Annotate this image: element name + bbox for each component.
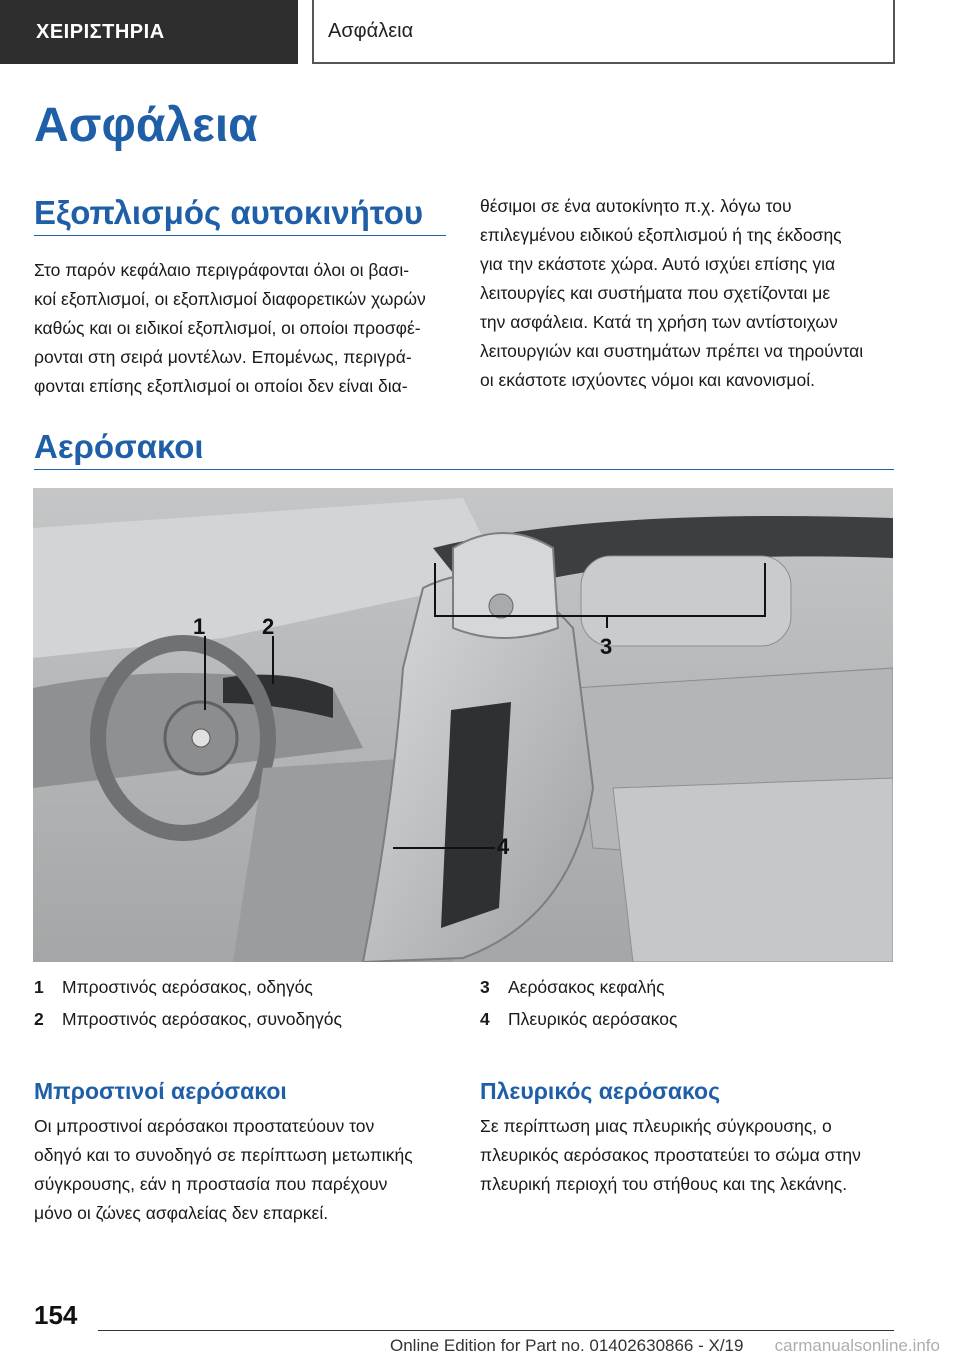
callout-1: 1 bbox=[193, 614, 206, 639]
text-line: για την εκάστοτε χώρα. Αυτό ισχύει επίσης για bbox=[480, 254, 836, 274]
front-airbags-heading: Μπροστινοί αερόσακοι bbox=[34, 1078, 287, 1104]
legend-text: Πλευρικός αερόσακος bbox=[508, 1009, 678, 1029]
headrest-knob bbox=[489, 594, 513, 618]
equipment-heading-rule bbox=[34, 235, 446, 236]
header-section-tab bbox=[0, 0, 298, 64]
legend-item bbox=[34, 977, 313, 998]
text-line: φονται επίσης εξοπλισμοί οι οποίοι δεν είναι δια‐ bbox=[34, 376, 408, 396]
callout-3: 3 bbox=[600, 634, 613, 659]
equipment-heading: Εξοπλισμός αυτοκινήτου bbox=[34, 194, 424, 231]
text-line: λειτουργιών και συστημάτων πρέπει να τηρούνται bbox=[480, 341, 864, 361]
watermark: carmanualsonline.info bbox=[774, 1336, 940, 1355]
text-line: καθώς και οι ειδικοί εξοπλισμοί, οι οποίοι προσφέ‐ bbox=[34, 318, 421, 338]
text-line: σύγκρουσης, εάν η προστασία που παρέχουν bbox=[34, 1174, 388, 1194]
footer-edition: Online Edition for Part no. 01402630866 - X/19 bbox=[390, 1336, 744, 1355]
page-number: 154 bbox=[34, 1300, 78, 1330]
callout-4: 4 bbox=[497, 834, 510, 859]
text-line: λειτουργίες και συστήματα που σχετίζονται με bbox=[480, 283, 831, 303]
header-chapter-box bbox=[312, 0, 895, 64]
equipment-text-left bbox=[34, 256, 450, 401]
text-line: μόνο οι ζώνες ασφαλείας δεν επαρκεί. bbox=[34, 1203, 329, 1223]
text-line: Στο παρόν κεφάλαιο περιγράφονται όλοι οι βασι‐ bbox=[34, 260, 410, 280]
legend-text: Μπροστινός αερόσακος, συνοδηγός bbox=[62, 1009, 342, 1029]
car-interior-drawing bbox=[33, 488, 893, 962]
text-line: Σε περίπτωση μιας πλευρικής σύγκρουσης, ο bbox=[480, 1116, 832, 1136]
front-airbags-text bbox=[34, 1112, 454, 1228]
text-line: επιλεγμένου ειδικού εξοπλισμού ή της έκδοσης bbox=[480, 225, 842, 245]
legend-item bbox=[34, 1009, 342, 1030]
callout-2: 2 bbox=[262, 614, 275, 639]
headrest-shape bbox=[453, 533, 558, 638]
legend-number: 4 bbox=[480, 1009, 490, 1029]
text-line: οδηγό και το συνοδηγό σε περίπτωση μετωπικής bbox=[34, 1145, 413, 1165]
footer-rule bbox=[98, 1330, 894, 1331]
text-line: πλευρική περιοχή του στήθους και της λεκάνης. bbox=[480, 1174, 848, 1194]
airbags-heading-rule bbox=[34, 469, 894, 470]
legend-text: Αερόσακος κεφαλής bbox=[508, 977, 665, 997]
header-chapter-label: Ασφάλεια bbox=[328, 19, 414, 42]
equipment-text-right bbox=[480, 192, 896, 395]
text-line: Οι μπροστινοί αερόσακοι προστατεύουν τον bbox=[34, 1116, 375, 1136]
logo-badge-shape bbox=[192, 729, 210, 747]
legend-number: 3 bbox=[480, 977, 490, 997]
text-line: θέσιμοι σε ένα αυτοκίνητο π.χ. λόγω του bbox=[480, 196, 792, 216]
side-airbag-heading: Πλευρικός αερόσακος bbox=[480, 1078, 721, 1104]
text-line: ρονται στη σειρά μοντέλων. Επομένως, περιγρά‐ bbox=[34, 347, 412, 367]
legend-number: 2 bbox=[34, 1009, 44, 1029]
legend-item bbox=[480, 977, 665, 998]
text-line: πλευρικός αερόσακος προστατεύει το σώμα στην bbox=[480, 1145, 861, 1165]
text-line: οι εκάστοτε ισχύοντες νόμοι και κανονισμοί. bbox=[480, 370, 815, 390]
legend-item bbox=[480, 1009, 677, 1030]
rear-window-shape bbox=[581, 556, 791, 646]
text-line: την ασφάλεια. Κατά τη χρήση των αντίστοιχων bbox=[480, 312, 838, 332]
rear-seat-shape bbox=[613, 778, 893, 962]
side-airbag-text bbox=[480, 1112, 900, 1199]
car-interior-illustration bbox=[33, 488, 893, 962]
header-section-label: ΧΕΙΡΙΣΤΗΡΙΑ bbox=[36, 20, 165, 43]
text-line: κοί εξοπλισμοί, οι εξοπλισμοί διαφορετικών χωρών bbox=[34, 289, 426, 309]
legend-number: 1 bbox=[34, 977, 44, 997]
legend-text: Μπροστινός αερόσακος, οδηγός bbox=[62, 977, 313, 997]
page-title: Ασφάλεια bbox=[34, 99, 258, 152]
airbags-heading: Αερόσακοι bbox=[34, 428, 204, 465]
